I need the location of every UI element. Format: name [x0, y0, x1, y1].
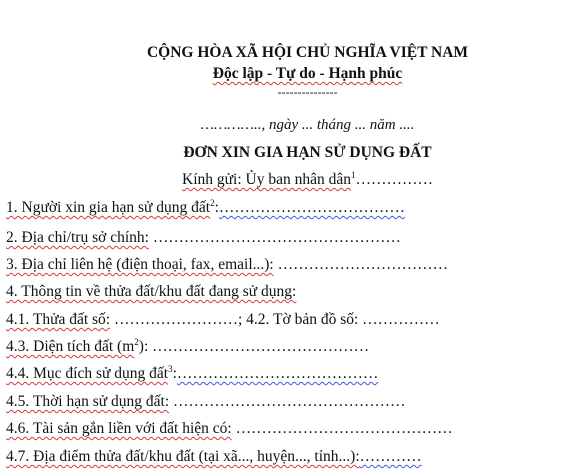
national-title: CỘNG HÒA XÃ HỘI CHỦ NGHĨA VIỆT NAM [146, 44, 469, 61]
field-label: 4.6. Tài sản gắn liền với đất hiện có: [6, 420, 232, 437]
field-address [6, 230, 401, 246]
field-suffix: : [172, 365, 177, 382]
document-title: ĐƠN XIN GIA HẠN SỬ DỤNG ĐẤT [183, 144, 432, 161]
field-land-info [6, 284, 296, 300]
recipient-footnote: 1 [350, 169, 356, 180]
field-suffix: ): [138, 338, 149, 355]
field-label: 4.5. Thời hạn sử dụng đất: [6, 393, 170, 410]
field-label: 4.1. Thửa đất số: [6, 311, 111, 328]
field-applicant [6, 197, 405, 216]
field-contact [6, 257, 448, 273]
field-attached-assets [6, 421, 453, 437]
field-footnote: 2 [210, 197, 215, 208]
field-label: 4. Thông tin về thửa đất/khu đất đang sử dụng: [6, 283, 297, 300]
field-blank: …………………………… [273, 256, 449, 273]
field-blank: ………………………………………… [148, 229, 401, 246]
recipient-label: Kính gửi: Ủy ban nhân dân [182, 171, 351, 188]
field-label: 4.4. Mục đích sử dụng đất [6, 365, 169, 382]
field-footnote: 3 [168, 363, 173, 374]
field-area [6, 336, 370, 355]
header-divider: --------------- [277, 85, 338, 99]
recipient-blank: …………… [355, 171, 433, 188]
field-blank: ……………………; 4.2. Tờ bản đồ số: …………… [110, 311, 440, 328]
field-blank: ………………………………… [176, 365, 379, 382]
field-blank: ……………………………………… [169, 393, 406, 410]
field-land-use-purpose [6, 363, 379, 382]
national-motto: Độc lập - Tự do - Hạnh phúc [212, 65, 403, 82]
field-blank: …………………………………… [231, 420, 453, 437]
field-land-use-term [6, 394, 406, 410]
date-line: ………….., ngày ... tháng ... năm .... [200, 117, 415, 133]
field-parcel-location [6, 449, 422, 465]
field-blank: ………… [359, 448, 422, 465]
field-label: 4.7. Địa điểm thửa đất/khu đất (tại xã..., huyện..., tỉnh...): [6, 448, 360, 465]
field-footnote: 2 [134, 336, 139, 347]
field-blank: ……………………………… [218, 199, 405, 216]
recipient-line [0, 169, 565, 188]
field-blank: …………………………………… [148, 338, 370, 355]
field-label: 1. Người xin gia hạn sử dụng đất [6, 199, 211, 216]
field-label: 3. Địa chỉ liên hệ (điện thoại, fax, email...): [6, 256, 274, 273]
field-label: 2. Địa chỉ/trụ sở chính: [6, 229, 149, 246]
field-parcel-number [6, 312, 440, 328]
field-suffix: : [214, 199, 219, 216]
field-label: 4.3. Diện tích đất (m [6, 338, 135, 355]
